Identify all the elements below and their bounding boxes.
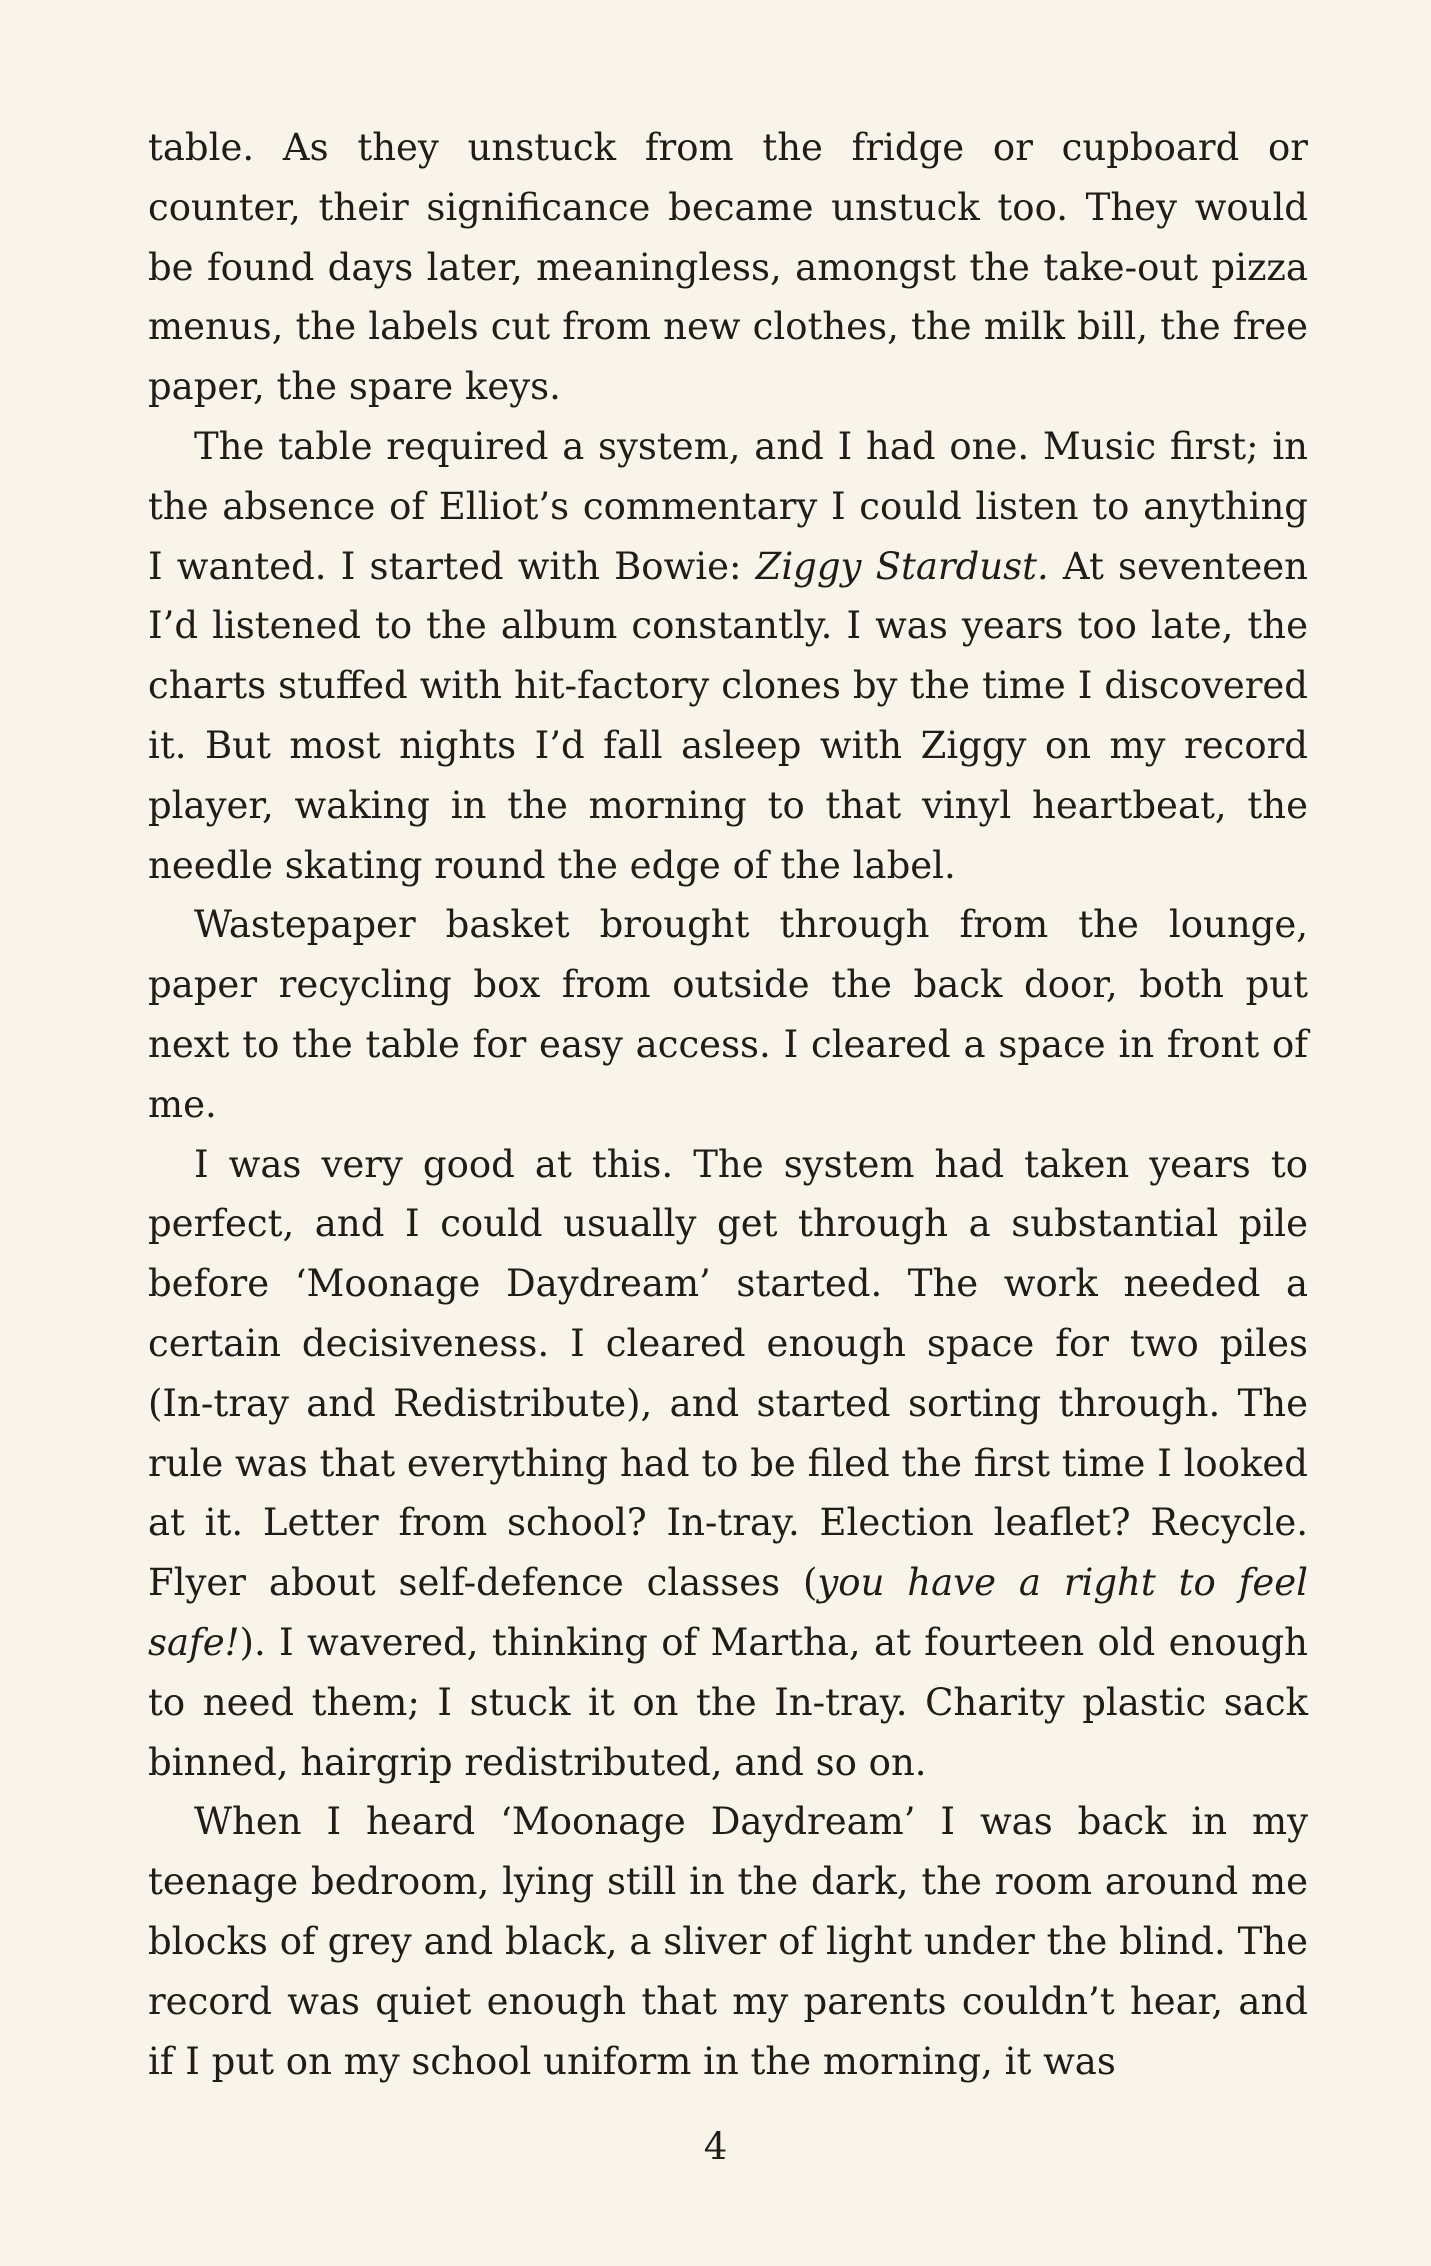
flyer-slogan: you have a right to feel safe! [148,1561,1308,1664]
body-text [148,118,1308,2091]
page-number: 4 [703,2125,728,2168]
paragraph-5 [148,1792,1308,2091]
paragraph-1 [148,118,1308,417]
paragraph-2-text-start: The table required a system, and I had one. Music first; in the absence of Elliot’s commentary I could listen to anything I wanted. I started with Bowie: [148,424,1308,588]
paragraph-4-text-start: I was very good at this. The system had taken years to perfect, and I could usually get through a substantial pile before ‘Moonage Daydream’ started. The work needed a certain decisiveness. I cleared enough space for two piles (In-tray and Redistribute), and started sorting through. The rule was that everything had to be filed the first time I looked at it. Letter from school? In-tray. Election leaflet? Recycle. Flyer about self-defence classes ( [148,1142,1308,1605]
paragraph-2-text-end: At seventeen I’d listened to the album constantly. I was years too late, the charts stuffed with hit-factory clones by the time I discovered it. But most nights I’d fall asleep with Ziggy on my record player, waking in the morning to that vinyl heartbeat, the needle skating round the edge of the label. [148,544,1309,887]
paragraph-1-text: table. As they unstuck from the fridge or cupboard or counter, their significance became unstuck too. They would be found days later, meaningless, amongst the take-out pizza menus, the labels cut from new clothes, the milk bill, the free paper, the spare keys. [148,126,1308,409]
paragraph-2 [148,417,1308,895]
paragraph-4-text-end: ). I wavered, thinking of Martha, at fourteen old enough to need them; I stuck it on the In-tray. Charity plastic sack binned, hairgrip redistributed, and so on. [148,1620,1308,1784]
album-title: Ziggy Stardust. [755,544,1049,588]
paragraph-4 [148,1135,1308,1793]
paragraph-3 [148,895,1308,1134]
paragraph-5-text: When I heard ‘Moonage Daydream’ I was back in my teenage bedroom, lying still in the dark, the room around me blocks of grey and black, a sliver of light under the blind. The record was quiet enough that my parents couldn’t hear, and if I put on my school uniform in the morning, it was [148,1800,1308,2083]
paragraph-3-text: Wastepaper basket brought through from the lounge, paper recycling box from outside the back door, both put next to the table for easy access. I cleared a space in front of me. [148,903,1308,1126]
